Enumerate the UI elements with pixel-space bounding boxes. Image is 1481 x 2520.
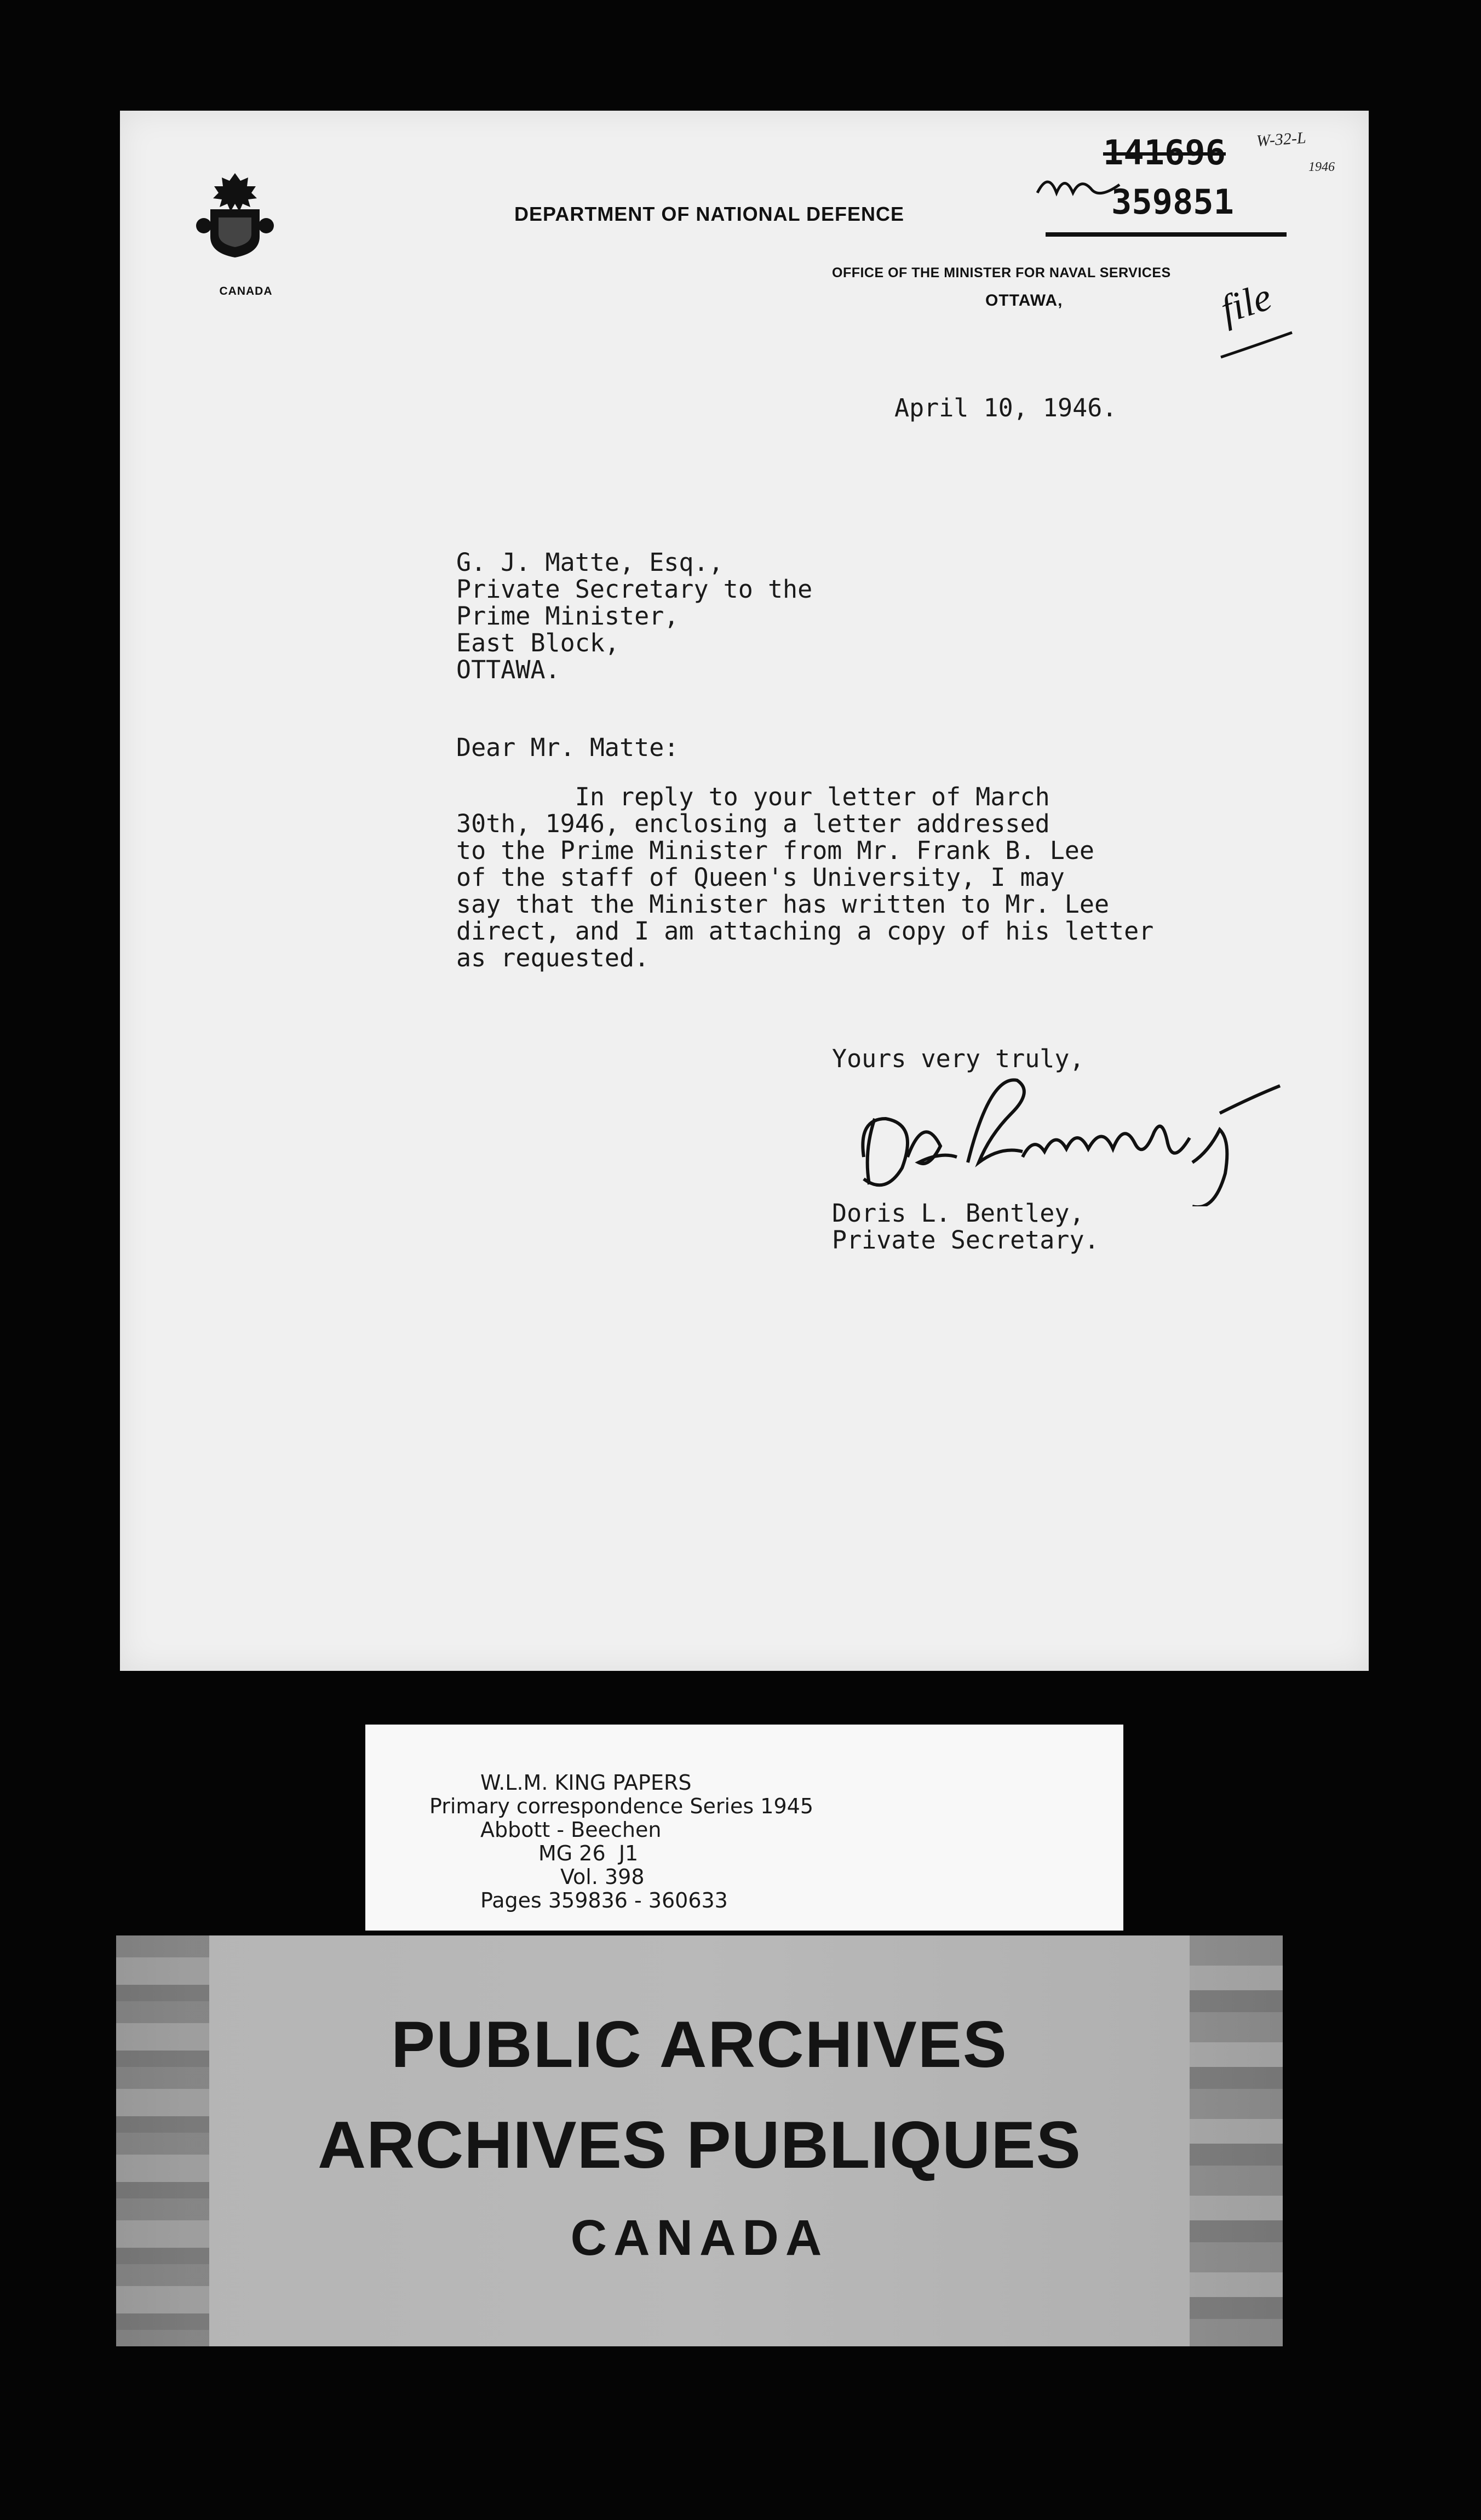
signer-name: Doris L. Bentley, Private Secretary. [832, 1199, 1099, 1255]
archive-label [116, 1935, 1283, 2346]
city-heading: OTTAWA, [985, 291, 1063, 310]
closing: Yours very truly, [832, 1044, 1084, 1073]
reference-line: W.L.M. KING PAPERS [480, 1771, 692, 1795]
handwritten-file-ref: W-32-L [1255, 128, 1307, 151]
reference-line: Pages 359836 - 360633 [480, 1888, 728, 1912]
stamp-rule [1046, 232, 1287, 237]
reference-line: Primary correspondence Series 1945 [429, 1794, 814, 1818]
handwritten-file-note: file [1215, 274, 1277, 332]
archive-label-line: ARCHIVES PUBLIQUES [317, 2107, 1082, 2182]
crest-label: CANADA [219, 285, 273, 297]
file-note-underline [1218, 330, 1295, 363]
reference-line: Vol. 398 [560, 1865, 645, 1889]
department-heading: DEPARTMENT OF NATIONAL DEFENCE [514, 203, 904, 225]
salutation: Dear Mr. Matte: [456, 733, 679, 762]
scribble-mark [1035, 165, 1122, 204]
reference-line: Abbott - Beechen [480, 1818, 662, 1842]
handwritten-year: 1946 [1308, 160, 1335, 174]
file-number-stamp: 359851 [1111, 182, 1234, 222]
old-file-number-stamp: 141696 [1103, 133, 1226, 173]
letter-body: In reply to your letter of March 30th, 1946, enclosing a letter addressed to the Prime Minister from Mr. Frank B. Lee of the staff of Queen's University, I may say that the Minister has written to Mr. Lee direct, and I am attaching a copy of his letter as requested. [456, 782, 1154, 972]
archive-label-line: CANADA [570, 2210, 829, 2266]
letter-page [120, 111, 1369, 1671]
recipient-address: G. J. Matte, Esq., Private Secretary to the Prime Minister, East Block, OTTAWA. [456, 548, 813, 684]
office-heading: OFFICE OF THE MINISTER FOR NAVAL SERVICES [832, 265, 1171, 280]
coat-of-arms-icon [194, 171, 276, 259]
handwritten-signature [842, 1075, 1291, 1206]
reference-line: MG 26 J1 [538, 1841, 639, 1865]
reference-card [365, 1725, 1123, 1931]
archive-label-line: PUBLIC ARCHIVES [391, 2008, 1008, 2081]
letter-date: April 10, 1946. [894, 393, 1117, 422]
